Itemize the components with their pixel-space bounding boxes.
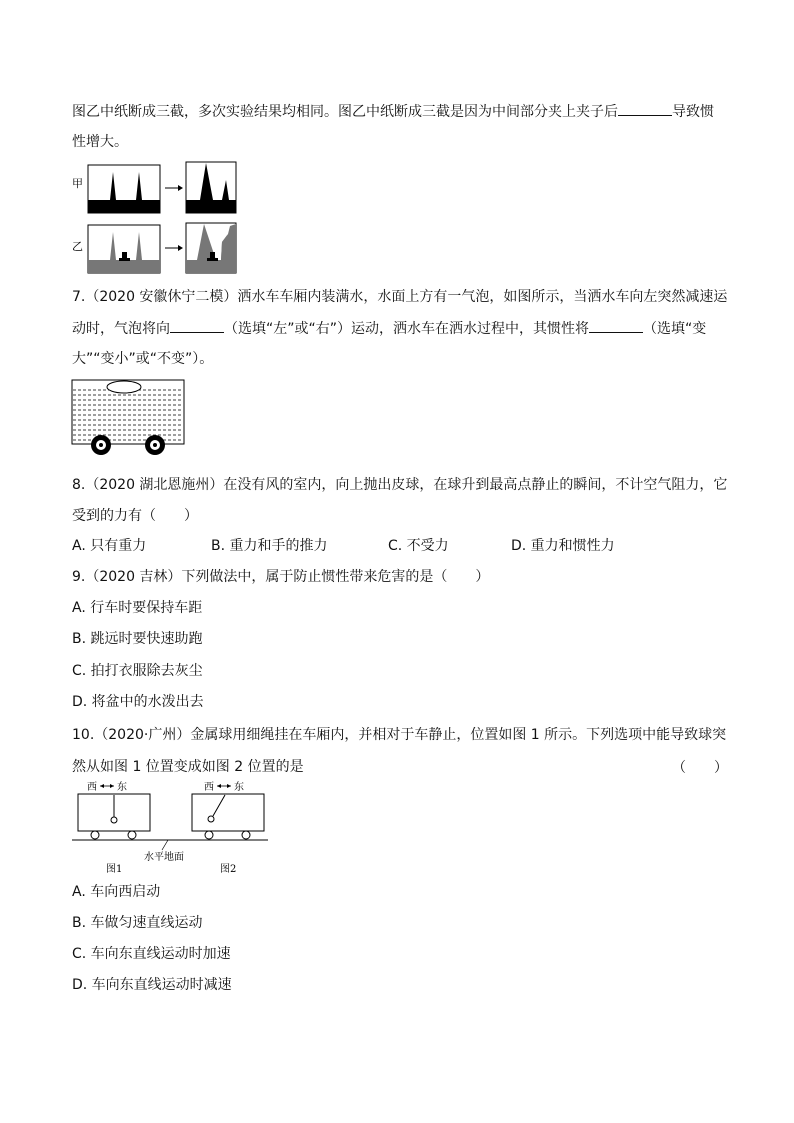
car-1-ball [111, 817, 117, 823]
ground-label: 水平地面 [144, 852, 184, 863]
q7-line-3: 大”“变小”或“不变”）。 [72, 351, 214, 367]
fig2-caption: 图2 [220, 864, 237, 875]
q7-answer-blank-2[interactable] [589, 318, 643, 333]
q7-line-2 [72, 318, 706, 339]
q6-text-post: 导致惯 [672, 104, 714, 120]
q9-option-b[interactable]: B. 跳远时要快速助跑 [72, 631, 203, 647]
q6-text-pre: 图乙中纸断成三截，多次实验结果均相同。图乙中纸断成三截是因为中间部分夹上夹子后 [72, 104, 618, 120]
q8-line-1: 8.（2020 湖北恩施州）在没有风的室内，向上抛出皮球，在球升到最高点静止的瞬间，不计空气阻力，它 [72, 477, 728, 493]
fig2-east-label: 东 [234, 782, 244, 793]
q6-answer-blank[interactable] [618, 101, 672, 116]
q8-option-b[interactable]: B. 重力和手的推力 [211, 538, 328, 554]
fig1-west-label: 西 [87, 782, 97, 793]
q10-line-1: 10.（2020·广州）金属球用细绳挂在车厢内，并相对于车静止，位置如图 1 所示。下列选项中能导致球突 [72, 727, 727, 743]
q7-text-a: 动时，气泡将向 [72, 321, 170, 337]
yi-after-panel [186, 223, 236, 273]
q10-option-b[interactable]: B. 车做匀速直线运动 [72, 915, 203, 931]
q6-line-2: 性增大。 [72, 134, 128, 150]
carriage-pendulum-figure [70, 778, 270, 876]
air-bubble [107, 381, 141, 393]
fig-label-yi: 乙 [72, 240, 83, 253]
q8-option-a[interactable]: A. 只有重力 [72, 538, 147, 554]
car-2-body [192, 794, 264, 831]
jia-after-panel [186, 162, 236, 213]
q9-option-a[interactable]: A. 行车时要保持车距 [72, 600, 203, 616]
q8-line-2: 受到的力有（ ） [72, 508, 198, 524]
jia-before-panel [88, 165, 160, 213]
q10-option-d[interactable]: D. 车向东直线运动时减速 [72, 977, 232, 993]
q7-text-b: （选填“左”或“右”）运动，洒水车在洒水过程中，其惯性将 [224, 321, 590, 337]
fig2-west-label: 西 [204, 782, 214, 793]
q10-option-a[interactable]: A. 车向西启动 [72, 884, 161, 900]
q8-option-d[interactable]: D. 重力和惯性力 [511, 538, 615, 554]
q7-answer-blank-1[interactable] [170, 318, 224, 333]
car-2-ball [208, 816, 214, 822]
q6-line-1 [72, 101, 714, 122]
q10-option-c[interactable]: C. 车向东直线运动时加速 [72, 946, 231, 962]
water-truck-figure [70, 378, 188, 458]
fig1-caption: 图1 [106, 864, 123, 875]
q9-option-d[interactable]: D. 将盆中的水泼出去 [72, 694, 204, 710]
paper-experiment-figure [70, 160, 240, 276]
q10-answer-paren[interactable]: （ ） [672, 760, 728, 776]
q8-option-c[interactable]: C. 不受力 [388, 538, 449, 554]
fig1-east-label: 东 [117, 782, 127, 793]
q7-line-1: 7.（2020 安徽休宁二模）洒水车车厢内装满水，水面上方有一气泡，如图所示，当洒水车向左突然减速运 [72, 289, 728, 305]
q7-text-c: （选填“变 [643, 321, 707, 337]
yi-before-panel [88, 225, 160, 273]
q9-option-c[interactable]: C. 拍打衣服除去灰尘 [72, 663, 203, 679]
fig-label-jia: 甲 [72, 177, 83, 190]
q10-line-2: 然从如图 1 位置变成如图 2 位置的是 [72, 759, 304, 775]
q9-stem: 9.（2020 吉林）下列做法中，属于防止惯性带来危害的是（ ） [72, 569, 490, 585]
